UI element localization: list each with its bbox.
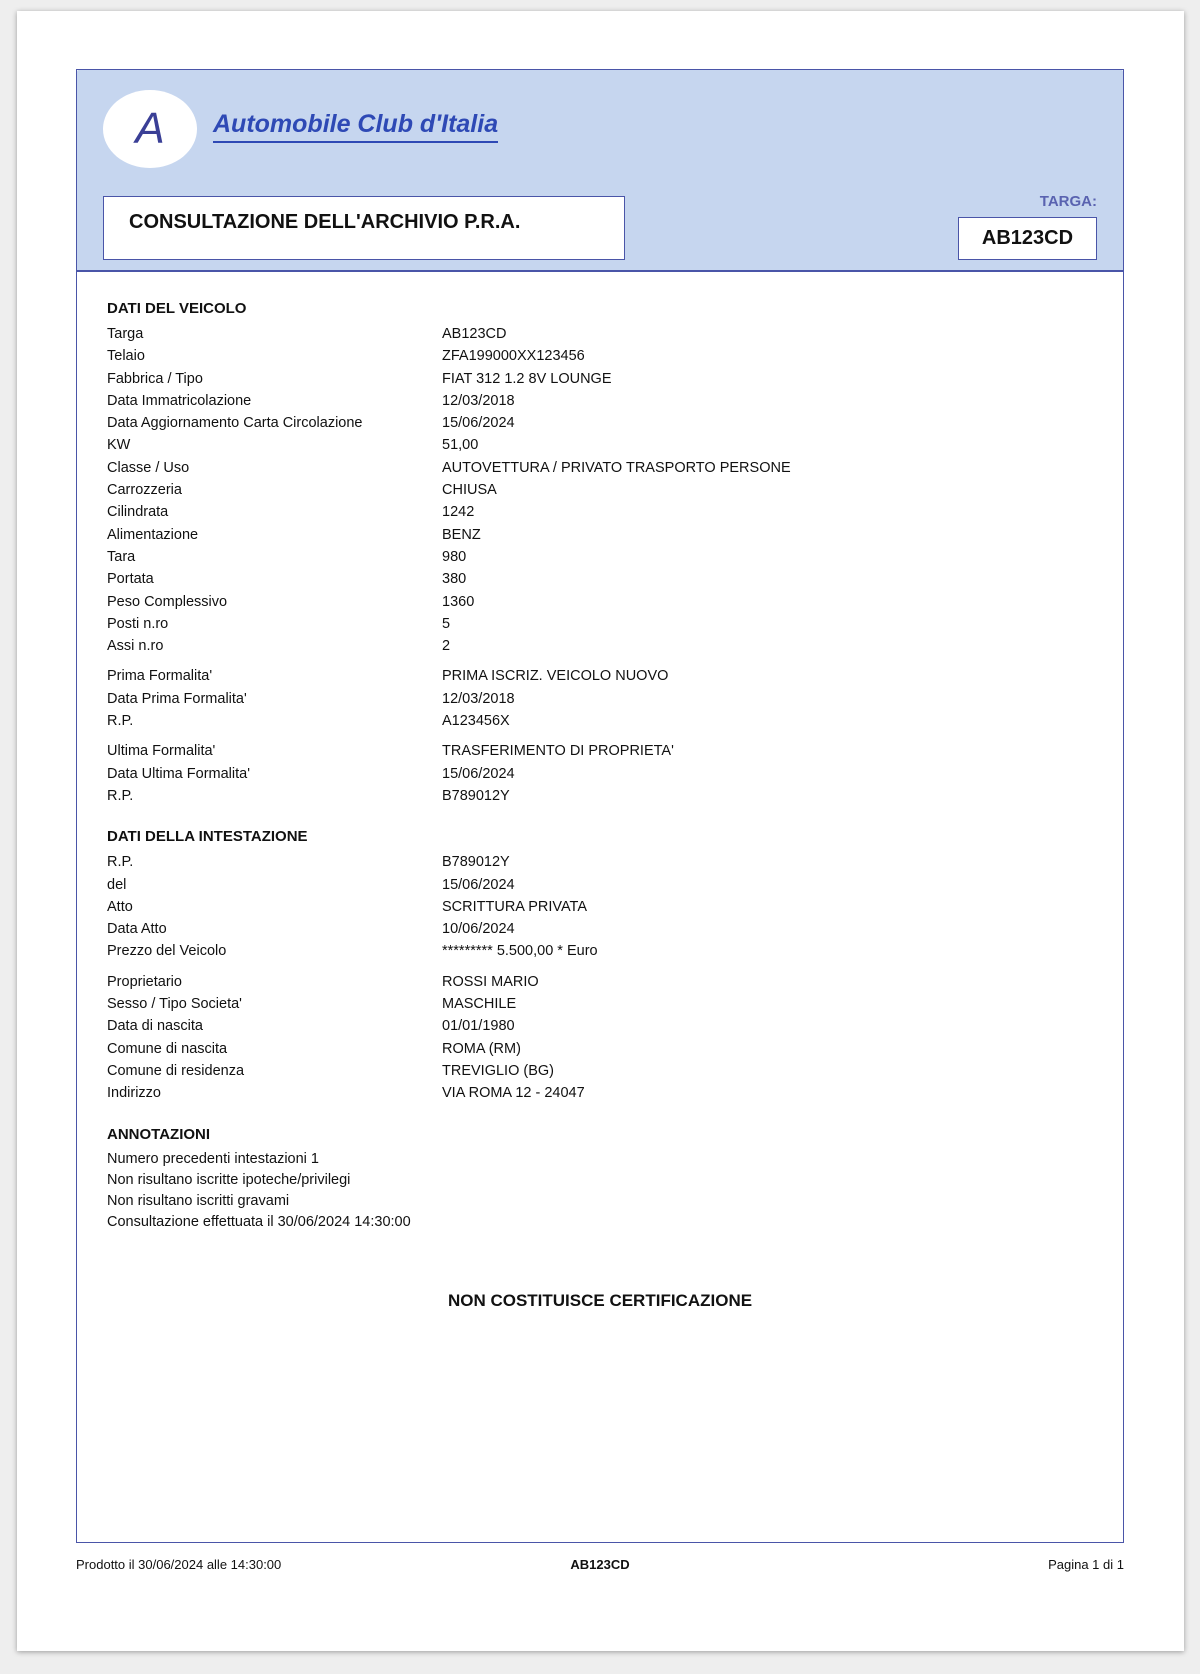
field-value: 1360 — [442, 593, 475, 610]
data-row — [107, 613, 1097, 635]
field-label: Data Prima Formalita' — [107, 690, 247, 707]
field-label: R.P. — [107, 854, 134, 871]
data-row — [107, 971, 1097, 993]
field-value: MASCHILE — [442, 996, 517, 1013]
field-label: Alimentazione — [107, 526, 199, 543]
field-label: Fabbrica / Tipo — [107, 370, 203, 387]
targa-label: TARGA: — [1039, 193, 1097, 210]
field-value: TREVIGLIO (BG) — [442, 1062, 554, 1079]
annotation-line: Non risultano iscritti gravami — [107, 1192, 290, 1209]
annotation-line: Numero precedenti intestazioni 1 — [107, 1150, 319, 1167]
field-label: R.P. — [107, 787, 134, 804]
last-formality-list — [107, 740, 1097, 807]
field-value: AUTOVETTURA / PRIVATO TRASPORTO PERSONE — [442, 459, 791, 476]
data-row — [107, 345, 1097, 367]
title-bar — [77, 188, 1123, 272]
data-row — [107, 390, 1097, 412]
footer-page-number: Pagina 1 di 1 — [1048, 1557, 1124, 1572]
data-row — [107, 918, 1097, 940]
data-row — [107, 457, 1097, 479]
field-label: Data Aggiornamento Carta Circolazione — [107, 415, 363, 432]
field-value: TRASFERIMENTO DI PROPRIETA' — [442, 743, 674, 760]
field-label: Tara — [107, 548, 136, 565]
data-row — [107, 591, 1097, 613]
field-label: Ultima Formalita' — [107, 743, 216, 760]
aci-logo — [103, 90, 197, 168]
field-label: Data Atto — [107, 921, 167, 938]
data-row — [107, 1060, 1097, 1082]
field-label: Carrozzeria — [107, 482, 182, 499]
data-row — [107, 874, 1097, 896]
field-value: 980 — [442, 548, 467, 565]
data-row — [107, 412, 1097, 434]
document-page — [17, 11, 1184, 1651]
annotation-line: Consultazione effettuata il 30/06/2024 14:30:00 — [107, 1213, 411, 1230]
organization-name: Automobile Club d'Italia — [213, 110, 498, 143]
section-title-vehicle: DATI DEL VEICOLO — [107, 300, 247, 317]
field-label: Comune di residenza — [107, 1062, 245, 1079]
field-value: 15/06/2024 — [442, 876, 515, 893]
field-value: FIAT 312 1.2 8V LOUNGE — [442, 370, 612, 387]
data-row — [107, 323, 1097, 345]
annotations-list — [107, 1149, 1097, 1233]
data-row — [107, 896, 1097, 918]
field-value: SCRITTURA PRIVATA — [442, 898, 588, 915]
field-label: KW — [107, 437, 131, 454]
field-label: Comune di nascita — [107, 1040, 228, 1057]
data-row — [107, 688, 1097, 710]
field-label: Proprietario — [107, 973, 182, 990]
field-label: Data Ultima Formalita' — [107, 765, 250, 782]
data-row — [107, 635, 1097, 657]
field-value: VIA ROMA 12 - 24047 — [442, 1085, 585, 1102]
field-label: Data Immatricolazione — [107, 392, 252, 409]
field-value: ROMA (RM) — [442, 1040, 521, 1057]
field-value: AB123CD — [442, 326, 507, 342]
field-label: Posti n.ro — [107, 615, 169, 632]
data-row — [107, 501, 1097, 523]
registration-act-list — [107, 851, 1097, 962]
field-label: Sesso / Tipo Societa' — [107, 996, 242, 1013]
document-content — [107, 298, 1097, 1233]
data-row — [107, 1082, 1097, 1104]
targa-value: AB123CD — [958, 217, 1097, 260]
field-value: 15/06/2024 — [442, 415, 515, 432]
section-title-registration: DATI DELLA INTESTAZIONE — [107, 828, 308, 846]
data-row — [107, 940, 1097, 962]
field-value: B789012Y — [442, 787, 510, 804]
data-row — [107, 368, 1097, 390]
data-row — [107, 1038, 1097, 1060]
annotation-line: Non risultano iscritte ipoteche/privilegi — [107, 1171, 351, 1188]
field-value: 380 — [442, 571, 467, 588]
field-value: ROSSI MARIO — [442, 973, 539, 990]
data-row — [107, 434, 1097, 456]
field-value: 10/06/2024 — [442, 921, 515, 938]
field-value: 12/03/2018 — [442, 690, 515, 707]
first-formality-list — [107, 665, 1097, 732]
page-title: CONSULTAZIONE DELL'ARCHIVIO P.R.A. — [129, 211, 521, 233]
field-value: PRIMA ISCRIZ. VEICOLO NUOVO — [442, 668, 669, 685]
field-value: CHIUSA — [442, 482, 497, 499]
field-label: Prezzo del Veicolo — [107, 943, 227, 960]
field-label: Cilindrata — [107, 504, 169, 521]
field-value: 1242 — [442, 504, 475, 521]
field-label: Targa — [107, 326, 144, 342]
footer-produced: Prodotto il 30/06/2024 alle 14:30:00 — [76, 1557, 282, 1572]
data-row — [107, 740, 1097, 762]
field-value: 15/06/2024 — [442, 765, 515, 782]
field-label: Classe / Uso — [107, 459, 190, 476]
data-row — [107, 524, 1097, 546]
field-label: Atto — [107, 898, 133, 915]
field-value: 12/03/2018 — [442, 392, 515, 409]
field-value: ********* 5.500,00 * Euro — [442, 943, 598, 960]
section-title-annotations: ANNOTAZIONI — [107, 1125, 211, 1143]
logo-letter: A — [135, 104, 165, 153]
field-label: Assi n.ro — [107, 638, 164, 655]
data-row — [107, 785, 1097, 807]
field-value: 51,00 — [442, 437, 479, 454]
field-label: Prima Formalita' — [107, 668, 213, 685]
title-box — [103, 196, 625, 260]
field-label: Peso Complessivo — [107, 593, 228, 610]
data-row — [107, 479, 1097, 501]
data-row — [107, 993, 1097, 1015]
field-label: Data di nascita — [107, 1018, 203, 1035]
certification-notice: NON COSTITUISCE CERTIFICAZIONE — [447, 1291, 753, 1310]
data-row — [107, 665, 1097, 687]
header-banner — [77, 70, 1123, 190]
field-label: R.P. — [107, 713, 134, 730]
footer-plate: AB123CD — [570, 1557, 630, 1572]
owner-data-list — [107, 971, 1097, 1105]
field-value: B789012Y — [442, 854, 510, 871]
vehicle-data-list — [107, 323, 1097, 657]
field-value: ZFA199000XX123456 — [442, 348, 585, 365]
field-value: 2 — [442, 638, 451, 655]
field-value: 01/01/1980 — [442, 1018, 515, 1035]
data-row — [107, 763, 1097, 785]
field-value: 5 — [442, 615, 451, 632]
field-value: BENZ — [442, 526, 481, 543]
data-row — [107, 1015, 1097, 1037]
field-label: del — [107, 876, 127, 893]
data-row — [107, 568, 1097, 590]
data-row — [107, 710, 1097, 732]
field-label: Indirizzo — [107, 1085, 161, 1102]
data-row — [107, 851, 1097, 873]
field-label: Telaio — [107, 348, 145, 365]
field-label: Portata — [107, 571, 154, 588]
data-row — [107, 546, 1097, 568]
document-frame — [76, 69, 1124, 1543]
field-value: A123456X — [442, 713, 510, 730]
